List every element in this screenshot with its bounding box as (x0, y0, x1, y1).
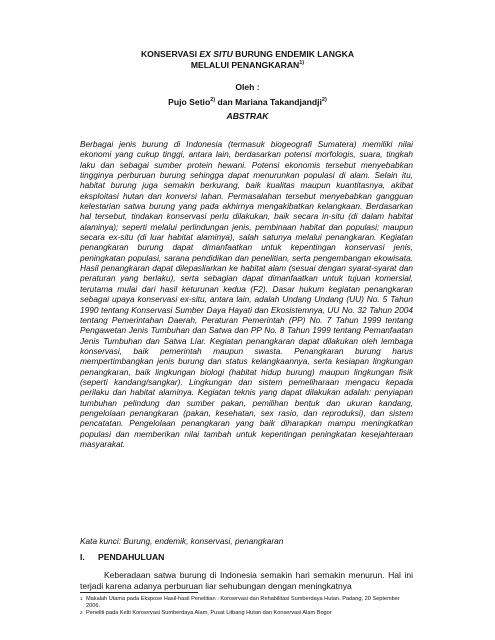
footnote-2-text: Peneliti pada Kelti Konservasi Sumberdaya Alam, Pusat Litbang Hutan dan Konservasi Alam Bogor (86, 610, 332, 617)
section-heading (80, 552, 164, 562)
author-2-footnote-mark: 2) (321, 97, 327, 104)
keywords-line: Kata kunci: Burung, endemik, konservasi, penangkaran (80, 536, 284, 546)
author-2: Mariana Takandjandji (235, 97, 322, 107)
authors-line (0, 97, 495, 107)
title-italic-text: EX SITU (199, 49, 233, 59)
title-line2-text: MELALUI PENANGKARAN (190, 60, 300, 70)
section-number: I. (80, 552, 85, 562)
author-separator: dan (215, 97, 236, 107)
paper-title-line2 (0, 60, 495, 71)
abstract-body: Berbagai jenis burung di Indonesia (termasuk biogeografi Sumatera) memiliki nilai ekonomi yang cukup tinggi, antara lain, berdasarkan potensi morfologis, suara, tingkah laku dan sebagai sumber protein hewani. Potensi ekonomis tersebut menyebabkan tingginya perburuan burung sehingga dapat menurunkan populasi di alam. Selain itu, habitat burung juga semakin berkurang, baik kualitas maupun kuantitasnya, akibat eksploitasi hutan dan konversi lahan. Permasalahan tersebut menyebabkan gangguan kelestarian satwa burung yang pada akhirnya mengakibatkan kelangkaan. Berdasarkan hal tersebut, tindakan konservasi perlu dilakukan, baik secara in-situ (di dalam habitat alaminya); seperti melalui perlindungan jenis, pembinaan habitat dan populasi; maupun secara ex-situ (di luar habitat alaminya), salah satunya melalui penangkaran. Kegiatan penangkaran burung dapat dimanfaatkan untuk kepentingan konservasi jenis, peningkatan populasi, sarana pendidikan dan penelitian, serta pengembangan ekowisata. Hasil penangkaran dapat dilepasliarkan ke habitat alam (sesuai dengan syarat-syarat dan peraturan yang berlaku), serta sebagian dapat dimanfaatkan untuk tujuan komersial, terutama mulai dari hasil keturunan kedua (F2). Dasar hukum kegiatan penangkaran sebagai upaya konservasi ex-situ, antara lain, adalah Undang Undang (UU) No. 5 Tahun 1990 tentang Konservasi Sumber Daya Hayati dan Ekosistemnya, UU No. 32 Tahun 2004 tentang Pemerintahan Daerah, Peraturan Pemerintah (PP) No. 7 Tahun 1999 tentang Pengawetan Jenis Tumbuhan dan Satwa dan PP No. 8 Tahun 1999 tentang Pemanfaatan Jenis Tumbuhan dan Satwa Liar. Kegiatan penangkaran dapat dilakukan oleh lembaga konservasi, baik pemerintah maupun swasta. Penangkaran burung harus mempertimbangkan jenis burung dan status kelangkaannya, serta kesiapan lingkungan penangkaran, baik lingkungan biologi (habitat hidup burung) maupun lingkungan fisik (seperti kandang/sangkar). Lingkungan dan sistem pemeliharaan mengacu kepada perilaku dan habitat alaminya. Kegiatan teknis yang dapat dilakukan adalah: penyiapan tumbuhan pelindung dan sumber pakan, pemilihan bentuk dan ukuran kandang, pengelolaan penangkaran (pakan, kesehatan, sex rasio, dan reproduksi), dan sistem pencatatan. Pengelolaan penangkaran yang baik diharapkan mampu meningkatkan populasi dan memberikan nilai tambah untuk kepentingan peningkatan kesejahteraan masyarakat. (80, 139, 413, 449)
footnote-2-mark: 2 (80, 610, 83, 616)
author-1-footnote-mark: 2) (210, 97, 216, 104)
footnote-1 (80, 596, 413, 610)
abstract-heading: ABSTRAK (226, 111, 269, 121)
title-text-end: BURUNG ENDEMIK LANGKA (232, 49, 355, 59)
title-text: KONSERVASI (140, 49, 200, 59)
intro-paragraph: Keberadaan satwa burung di Indonesia semakin hari semakin menurun. Hal ini terjadi karena adanya perburuan liar sehubungan dengan meningkatnya (80, 570, 413, 591)
author-1: Pujo Setio (168, 97, 211, 107)
section-title: PENDAHULUAN (98, 552, 165, 562)
footnote-divider (80, 592, 198, 593)
footnotes (80, 596, 413, 618)
title-footnote-mark: 1) (299, 60, 305, 67)
oleh-label: Oleh : (235, 82, 260, 92)
paper-title-line1 (0, 49, 495, 60)
footnote-2 (80, 610, 413, 617)
footnote-1-text: Makalah Utama pada Ekspose Hasil-hasil Penelitian : Konservasi dan Rehabilitasi Sumberdaya Hutan. Padang, 20 September 2006. (86, 596, 400, 610)
footnote-1-mark: 1 (80, 596, 83, 601)
